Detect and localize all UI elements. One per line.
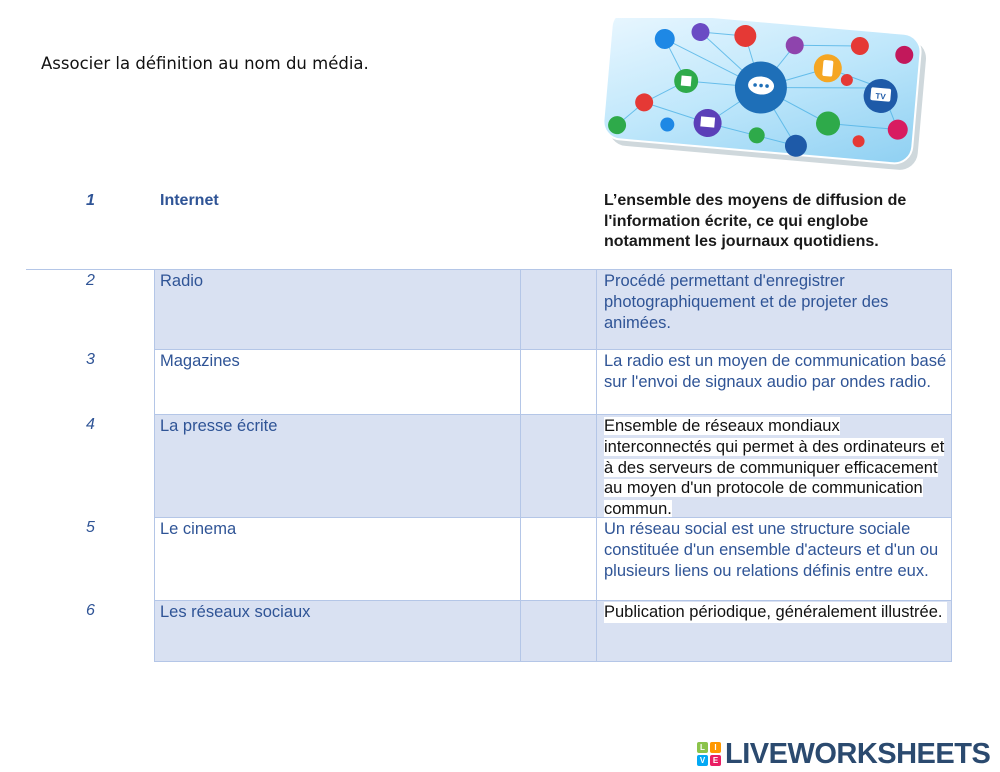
media-definition: Procédé permettant d'enregistrer photographiquement et de projeter des animées. xyxy=(604,272,889,332)
media-definition: La radio est un moyen de communication basé sur l'envoi de signaux audio par ondes radio. xyxy=(604,352,947,391)
logo-block: V xyxy=(697,755,708,766)
logo-icon xyxy=(697,742,721,766)
liveworksheets-logo xyxy=(697,737,990,771)
table-row xyxy=(154,349,952,414)
header-number: 1 xyxy=(86,192,95,209)
row-number: 5 xyxy=(86,519,95,536)
media-name[interactable]: Les réseaux sociaux xyxy=(160,603,311,621)
logo-block: E xyxy=(710,755,721,766)
media-definition: Un réseau social est une structure sociale constituée d'un ensemble d'acteurs et d'un ou plusieurs liens ou relations définis entre eux. xyxy=(604,520,939,580)
answer-drop-cell[interactable] xyxy=(521,415,597,517)
table-row xyxy=(154,517,952,600)
media-definition: Publication périodique, généralement illustrée. xyxy=(604,602,947,623)
table-row xyxy=(154,414,952,517)
logo-text: LIVEWORKSHEETS xyxy=(725,737,991,770)
answer-drop-cell[interactable] xyxy=(521,350,597,414)
answer-drop-cell[interactable] xyxy=(521,601,597,661)
divider xyxy=(26,269,156,270)
row-number: 2 xyxy=(86,272,95,289)
logo-block: I xyxy=(710,742,721,753)
matching-table xyxy=(154,269,952,662)
media-network-illustration xyxy=(600,18,932,180)
row-number: 3 xyxy=(86,351,95,368)
answer-drop-cell[interactable] xyxy=(521,270,597,349)
media-name[interactable]: Magazines xyxy=(160,352,240,370)
media-definition xyxy=(604,416,949,520)
svg-text:TV: TV xyxy=(875,91,887,102)
table-row xyxy=(154,269,952,349)
header-media-name[interactable]: Internet xyxy=(160,192,219,209)
table-row xyxy=(154,600,952,662)
media-name[interactable]: La presse écrite xyxy=(160,417,278,435)
logo-block: L xyxy=(697,742,708,753)
row-number: 4 xyxy=(86,416,95,433)
header-definition: L’ensemble des moyens de diffusion de l'information écrite, ce qui englobe notamment les journaux quotidiens. xyxy=(604,192,907,250)
media-definition-text: Ensemble de réseaux mondiaux interconnectés qui permet à des ordinateurs et à des serveurs de communiquer efficacement au moyen d'un protocole de communication commun. xyxy=(604,417,945,519)
answer-drop-cell[interactable] xyxy=(521,518,597,600)
name-cell xyxy=(155,270,521,349)
row-number: 6 xyxy=(86,602,95,619)
media-name[interactable]: Le cinema xyxy=(160,520,237,538)
media-name[interactable]: Radio xyxy=(160,272,204,290)
instruction-text: Associer la définition au nom du média. xyxy=(41,54,369,73)
